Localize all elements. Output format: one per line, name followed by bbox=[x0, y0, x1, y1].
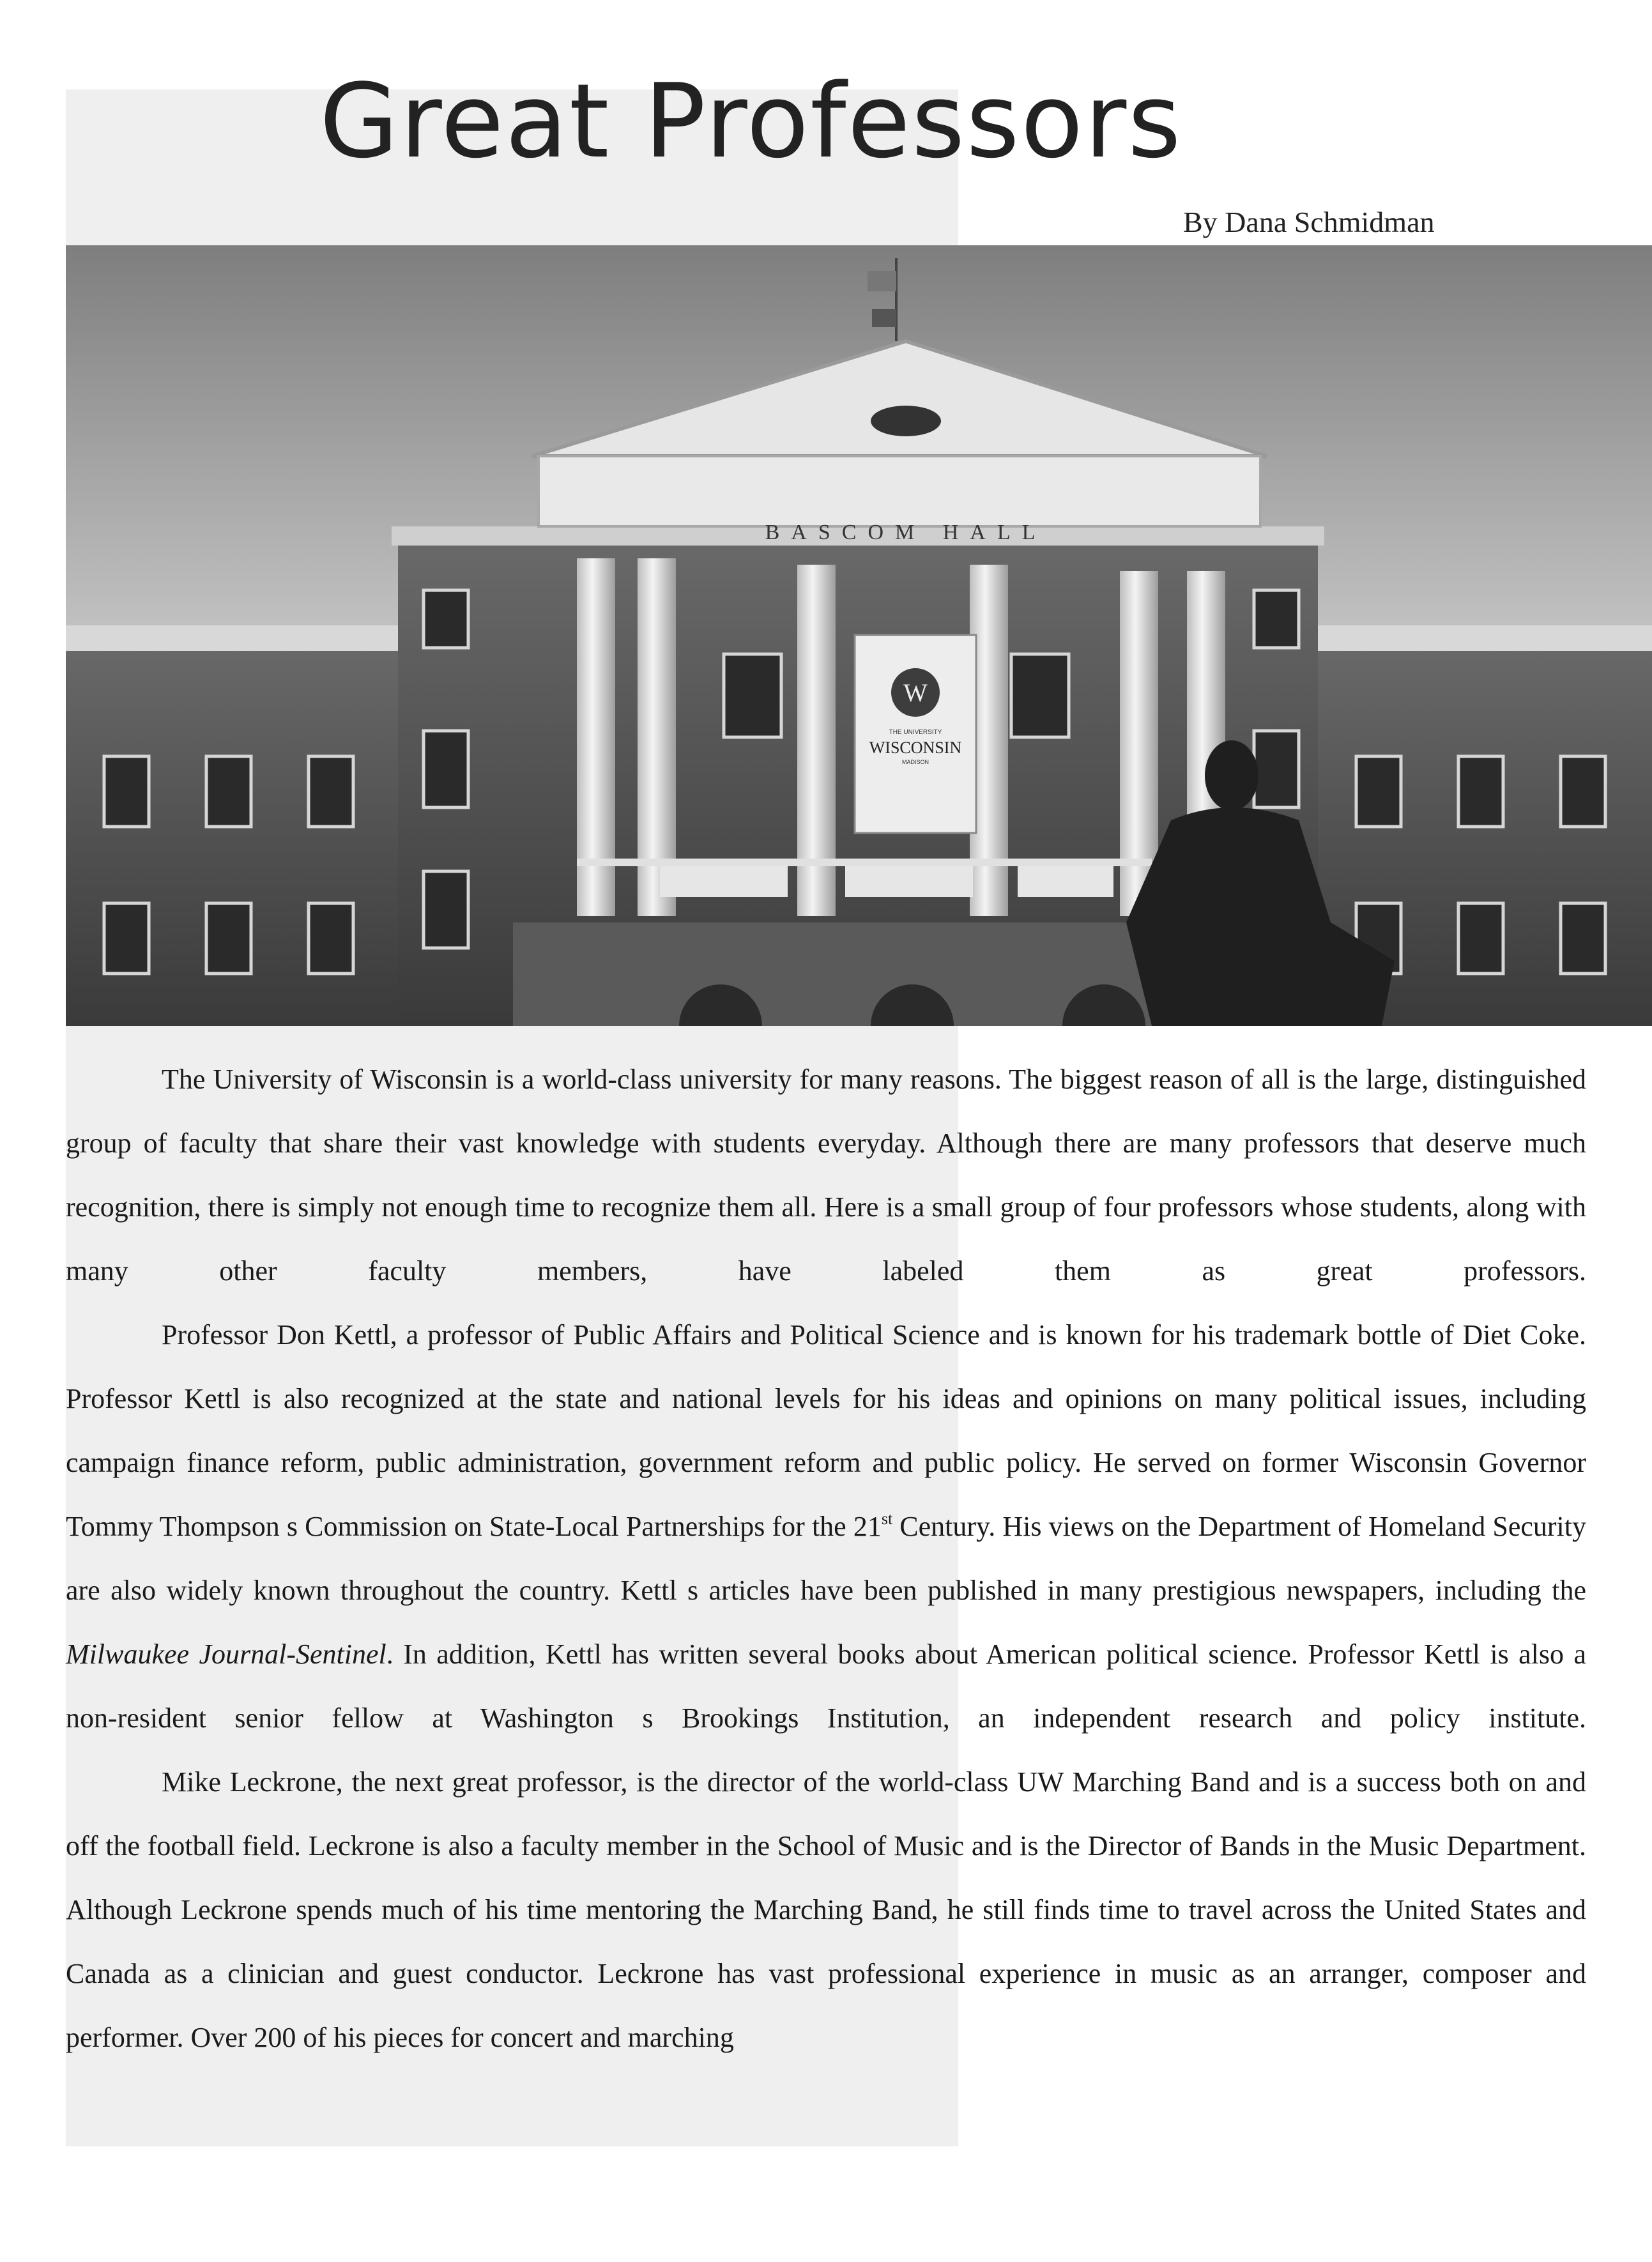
facade-inscription: BASCOM HALL bbox=[765, 521, 1047, 544]
svg-text:WISCONSIN: WISCONSIN bbox=[869, 738, 962, 757]
entablature bbox=[539, 456, 1260, 526]
svg-text:THE UNIVERSITY: THE UNIVERSITY bbox=[889, 729, 942, 736]
bascom-hall-photo bbox=[66, 245, 1652, 1026]
svg-text:W: W bbox=[903, 678, 928, 707]
svg-text:MADISON: MADISON bbox=[901, 759, 929, 765]
paragraph-intro: The University of Wisconsin is a world-class university for many reasons. The biggest reason of all is the large, distinguished group of faculty that share their vast knowledge with students everyday. Although there are many professors that deserve much recognition, there is simply not enough time to recognize them all. Here is a small group of four professors whose students, along with many other faculty members, have labeled them as great professors. bbox=[66, 1064, 1586, 1287]
article-body bbox=[66, 1048, 1586, 2070]
paragraph-leckrone: Mike Leckrone, the next great professor, is the director of the world-class UW Marching Band and is a success both on and off the football field. Leckrone is also a faculty member in the School of Music and is the Director of Bands in the Music Department. Although Leckrone spends much of his time mentoring the Marching Band, he still finds time to travel across the United States and Canada as a clinician and guest conductor. Leckrone has vast professional experience in music as an arranger, composer and performer. Over 200 of his pieces for concert and marching bbox=[66, 1766, 1586, 2053]
paragraph-kettl: Professor Don Kettl, a professor of Public Affairs and Political Science and is known for his trademark bottle of Diet Coke. Professor Kettl is also recognized at the state and national levels for his ideas and opinions on many political issues, including campaign finance reform, public administration, government reform and public policy. He served on former Wisconsin Governor Tommy Thompson s Commission on State-Local Partnerships for the 21st Century. His views on the Department of Homeland Security are also widely known throughout the country. Kettl s articles have been published in many prestigious newspapers, including the Milwaukee Journal-Sentinel. In addition, Kettl has written several books about American political science. Professor Kettl is also a non-resident senior fellow at Washington s Brookings Institution, an independent research and policy institute. bbox=[66, 1319, 1586, 1734]
article-title: Great Professors bbox=[319, 61, 1182, 181]
byline: By Dana Schmidman bbox=[1183, 206, 1435, 238]
